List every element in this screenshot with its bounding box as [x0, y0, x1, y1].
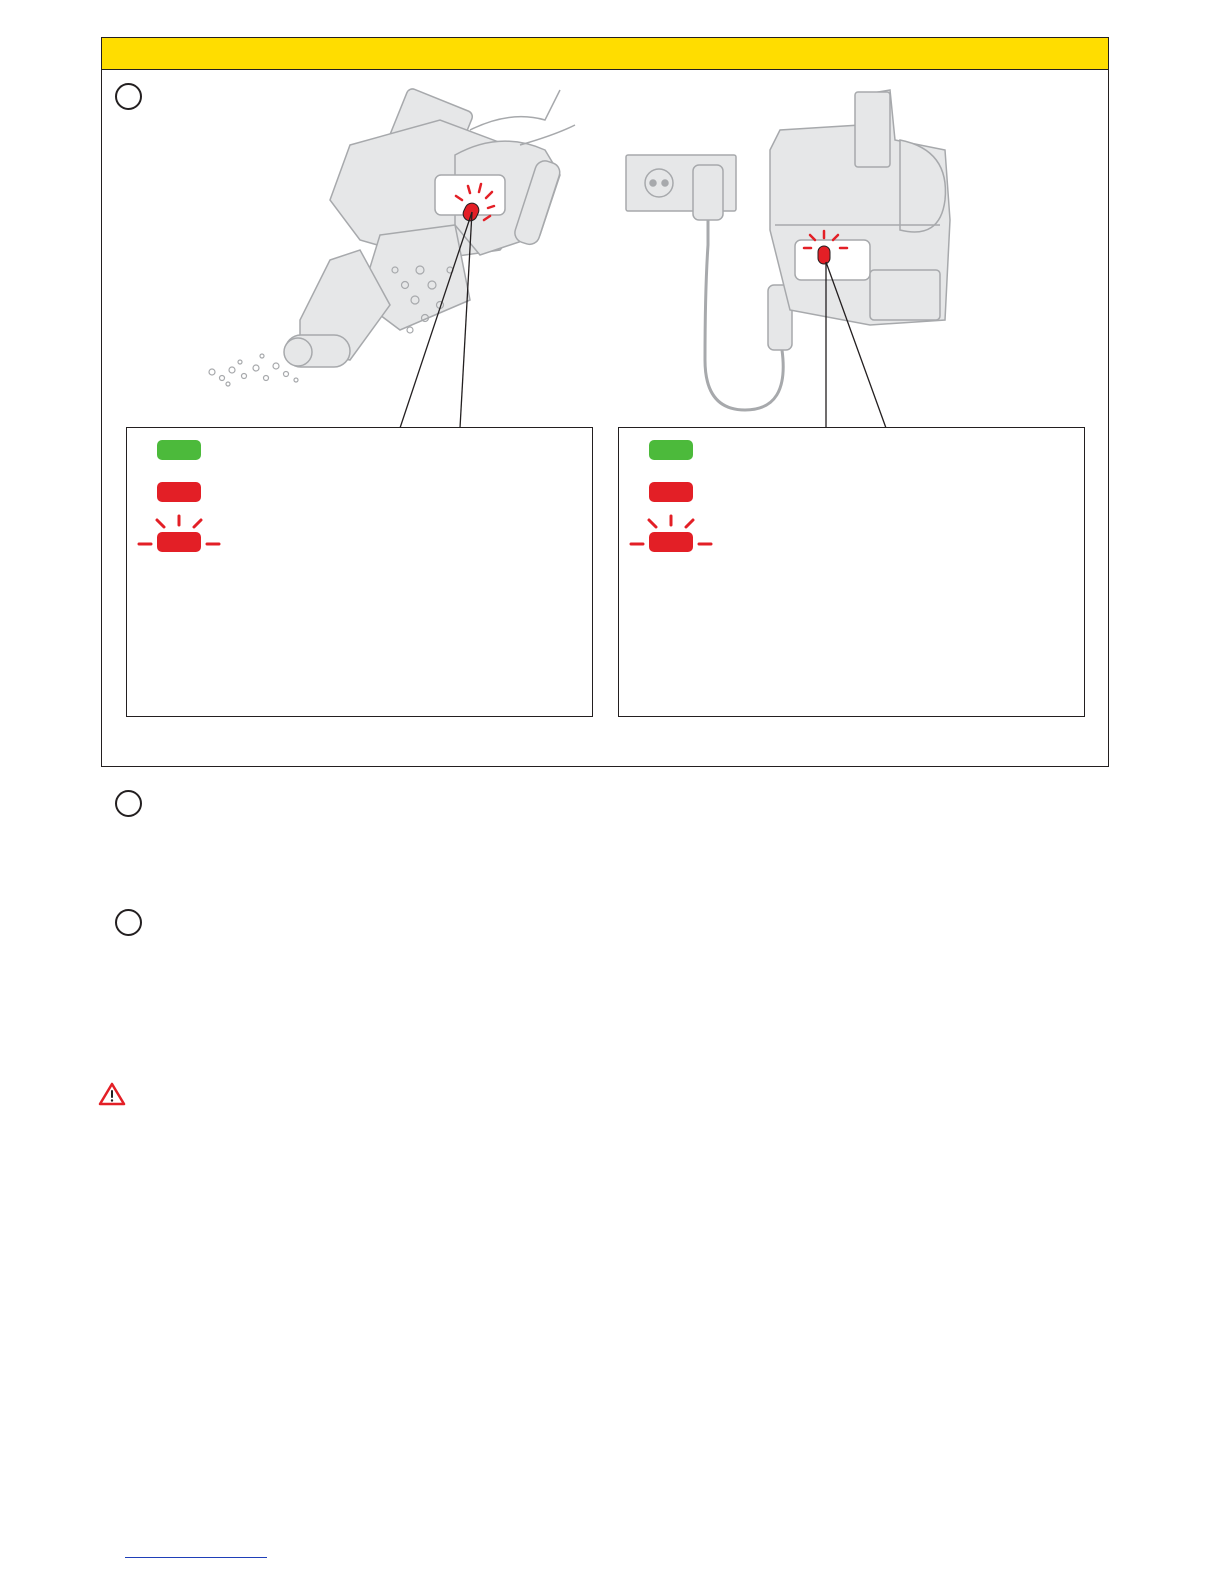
flashing-red-led-icon: [137, 514, 223, 556]
charging-dock-illustration: [626, 90, 950, 410]
solid-green-led-icon: [649, 440, 693, 460]
led-legend-panel-right: [618, 427, 1085, 717]
footer-link[interactable]: [125, 1557, 267, 1558]
step-3-circle-icon: [115, 909, 142, 936]
flashing-red-led-icon: [629, 514, 715, 556]
solid-red-led-icon: [649, 482, 693, 502]
hand-emptying-bin-illustration: [284, 87, 575, 367]
led-legend-panel-left: [126, 427, 593, 717]
warning-triangle-icon: [98, 1082, 126, 1106]
solid-red-led-icon: [157, 482, 201, 502]
solid-green-led-icon: [157, 440, 201, 460]
